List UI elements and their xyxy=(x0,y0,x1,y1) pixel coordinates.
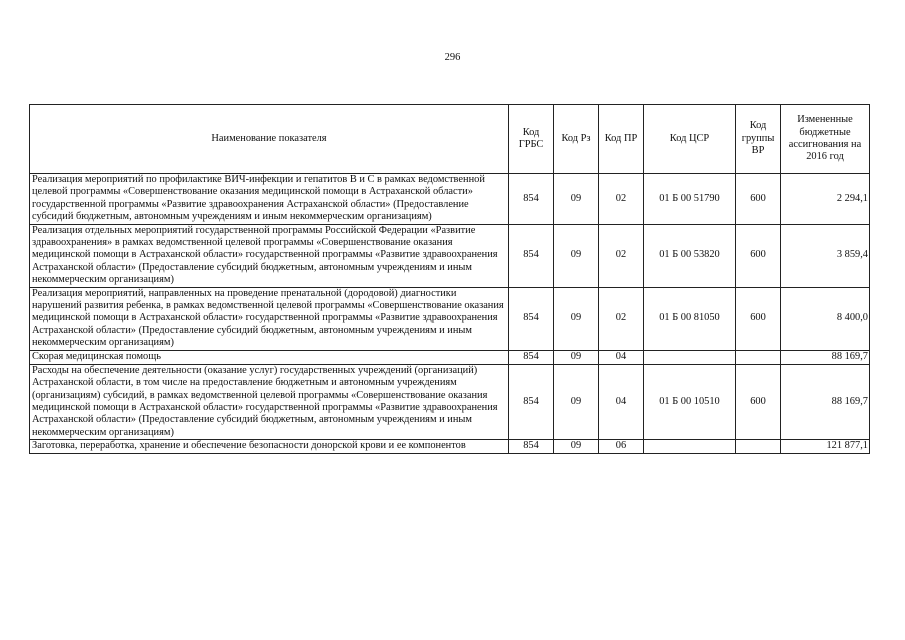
cell-name: Заготовка, переработка, хранение и обеспечение безопасности донорской крови и ее компонентов xyxy=(30,440,509,453)
table-row xyxy=(30,440,870,453)
table-row xyxy=(30,364,870,439)
cell-pr: 06 xyxy=(599,440,644,453)
cell-pr: 02 xyxy=(599,224,644,287)
cell-vr xyxy=(736,440,781,453)
header-pr: Код ПР xyxy=(599,105,644,174)
cell-name: Реализация отдельных мероприятий государственной программы Российской Федерации «Развитие здравоохранения» в рамках ведомственной целевой программы «Совершенствование оказания медицинской помощи в Астраханской области» государственной программы «Развитие здравоохранения Астраханской области» (Предоставление субсидий бюджетным, автономным учреждениям и иным некоммерческим организациям) xyxy=(30,224,509,287)
cell-vr xyxy=(736,350,781,364)
cell-amount: 8 400,0 xyxy=(781,287,870,350)
header-vr: Код группы ВР xyxy=(736,105,781,174)
cell-vr: 600 xyxy=(736,287,781,350)
cell-rz: 09 xyxy=(554,364,599,439)
cell-grbs: 854 xyxy=(509,224,554,287)
header-amount: Измененные бюджетные ассигнования на 2016 год xyxy=(781,105,870,174)
cell-csr: 01 Б 00 53820 xyxy=(644,224,736,287)
cell-rz: 09 xyxy=(554,174,599,225)
cell-pr: 02 xyxy=(599,174,644,225)
cell-amount: 88 169,7 xyxy=(781,364,870,439)
cell-vr: 600 xyxy=(736,174,781,225)
budget-table xyxy=(29,104,870,454)
header-rz: Код Рз xyxy=(554,105,599,174)
cell-vr: 600 xyxy=(736,224,781,287)
table-row xyxy=(30,174,870,225)
cell-rz: 09 xyxy=(554,224,599,287)
table-header-row xyxy=(30,105,870,174)
cell-name: Расходы на обеспечение деятельности (оказание услуг) государственных учреждений (организаций) Астраханской области, в том числе на предоставление бюджетным и автономным учреждениям (организациям) субсидий, в рамках ведомственной целевой программы «Совершенствование оказания медицинской помощи в Астраханской области» государственной программы «Развитие здравоохранения Астраханской области» (Предоставление субсидий бюджетным, автономным учреждениям и иным некоммерческим организациям) xyxy=(30,364,509,439)
cell-rz: 09 xyxy=(554,440,599,453)
cell-amount: 2 294,1 xyxy=(781,174,870,225)
table-row xyxy=(30,287,870,350)
page-number: 296 xyxy=(444,52,461,63)
cell-name: Скорая медицинская помощь xyxy=(30,350,509,364)
cell-csr: 01 Б 00 10510 xyxy=(644,364,736,439)
cell-grbs: 854 xyxy=(509,350,554,364)
header-grbs: Код ГРБС xyxy=(509,105,554,174)
cell-csr: 01 Б 00 51790 xyxy=(644,174,736,225)
header-csr: Код ЦСР xyxy=(644,105,736,174)
cell-amount: 88 169,7 xyxy=(781,350,870,364)
cell-csr: 01 Б 00 81050 xyxy=(644,287,736,350)
cell-vr: 600 xyxy=(736,364,781,439)
cell-grbs: 854 xyxy=(509,440,554,453)
table-row xyxy=(30,224,870,287)
cell-pr: 02 xyxy=(599,287,644,350)
cell-grbs: 854 xyxy=(509,174,554,225)
cell-rz: 09 xyxy=(554,350,599,364)
cell-csr xyxy=(644,440,736,453)
cell-grbs: 854 xyxy=(509,364,554,439)
header-name: Наименование показателя xyxy=(30,105,509,174)
cell-name: Реализация мероприятий по профилактике ВИЧ-инфекции и гепатитов В и С в рамках ведомственной целевой программы «Совершенствование оказания медицинской помощи в Астраханской области» государственной программы «Развитие здравоохранения Астраханской области» (Предоставление субсидий бюджетным, автономным учреждениям и иным некоммерческим организациям) xyxy=(30,174,509,225)
cell-pr: 04 xyxy=(599,350,644,364)
cell-amount: 121 877,1 xyxy=(781,440,870,453)
cell-pr: 04 xyxy=(599,364,644,439)
cell-amount: 3 859,4 xyxy=(781,224,870,287)
table-row xyxy=(30,350,870,364)
cell-name: Реализация мероприятий, направленных на проведение пренатальной (дородовой) диагностики нарушений развития ребенка, в рамках ведомственной целевой программы «Совершенствование оказания медицинской помощи в Астраханской области» государственной программы «Развитие здравоохранения Астраханской области» (Предоставление субсидий бюджетным, автономным учреждениям и иным некоммерческим организациям) xyxy=(30,287,509,350)
cell-rz: 09 xyxy=(554,287,599,350)
cell-csr xyxy=(644,350,736,364)
cell-grbs: 854 xyxy=(509,287,554,350)
